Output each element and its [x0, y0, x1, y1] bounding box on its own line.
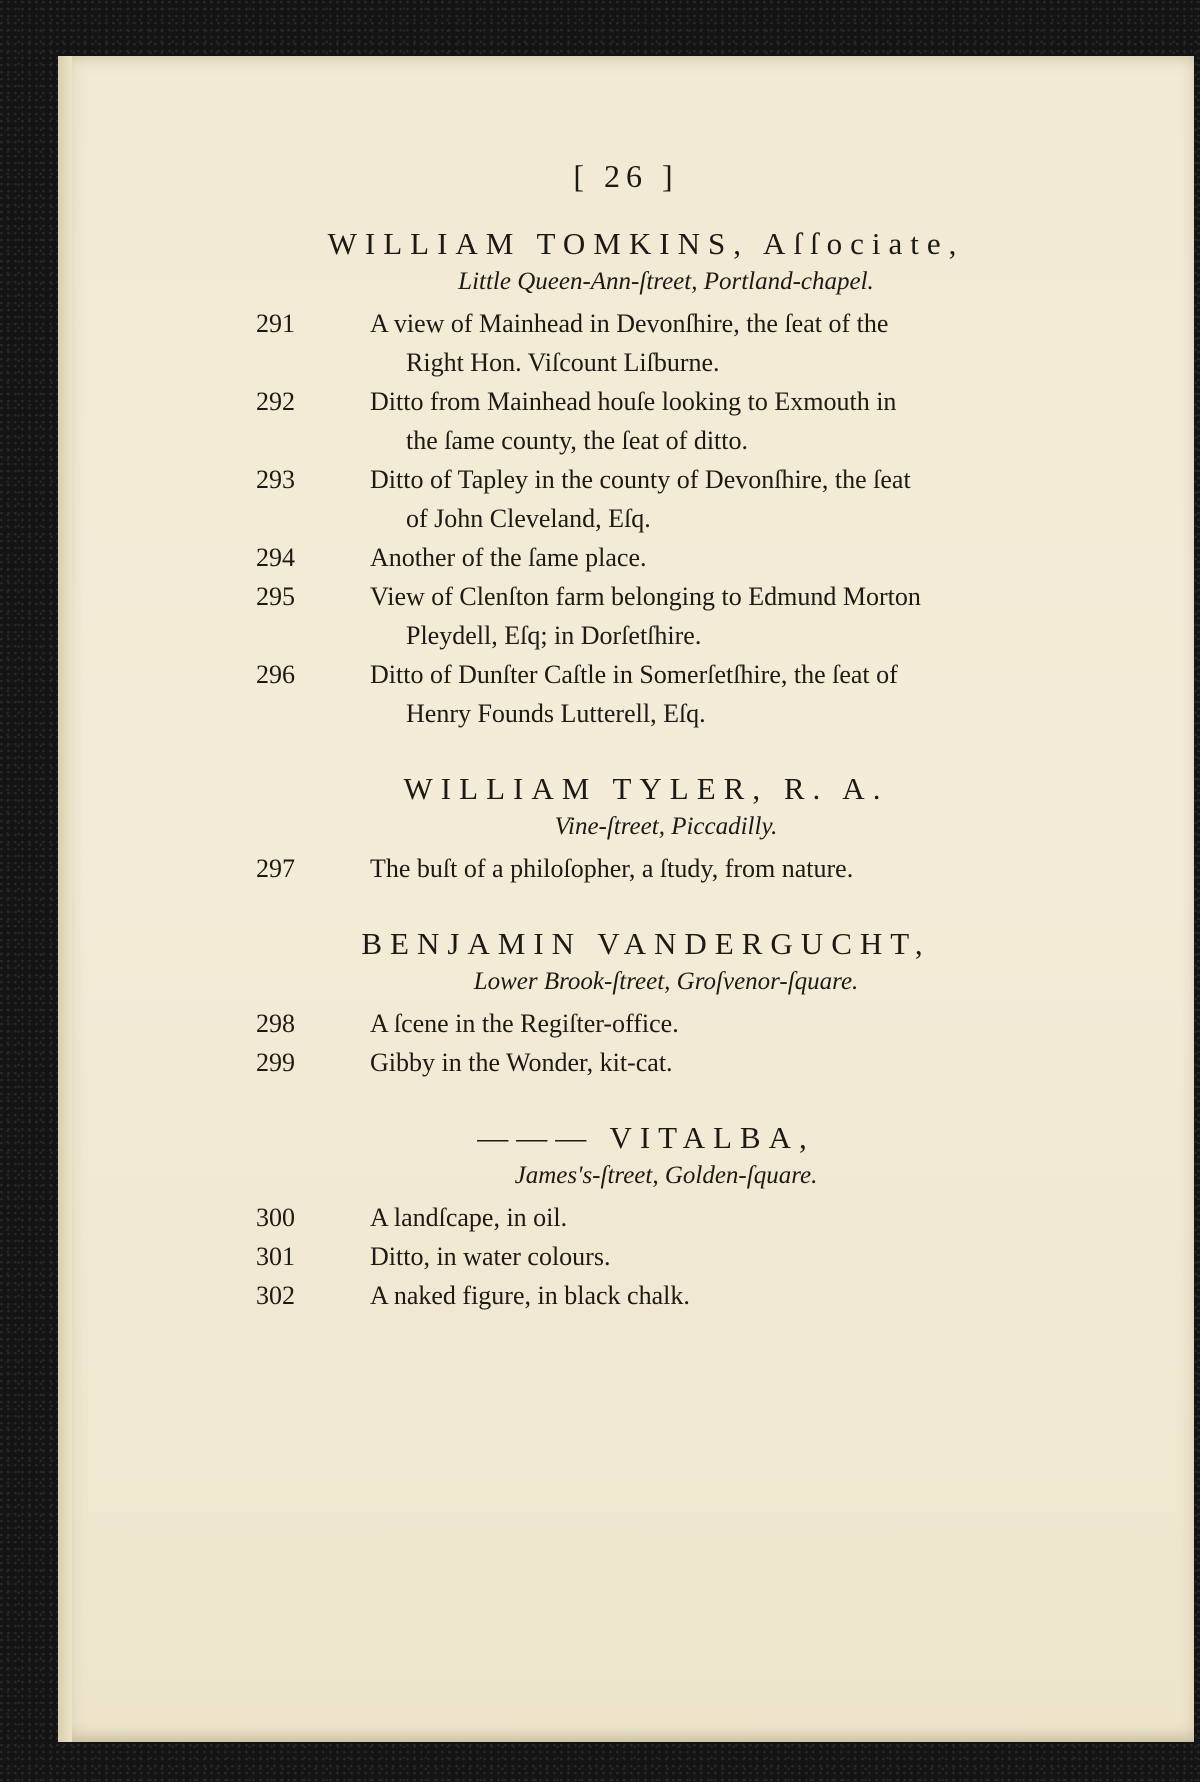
entry-text: A naked figure, in black chalk. [370, 1281, 690, 1310]
artist-name: BENJAMIN VANDERGUCHT, [361, 926, 931, 961]
entry-text: Ditto of Tapley in the county of Devonſhire, the ſeat [370, 465, 911, 494]
entry-text: The buſt of a philoſopher, a ſtudy, from nature. [370, 854, 854, 883]
artist-section [58, 924, 1194, 1082]
artist-address: James's-ſtreet, Golden-ſquare. [514, 1162, 818, 1189]
catalogue-entry [58, 1198, 1194, 1237]
entry-text-continued: Right Hon. Viſcount Liſburne. [406, 348, 720, 377]
catalogue-entry [58, 382, 1194, 460]
entry-number: 301 [256, 1242, 295, 1271]
entry-text: A landſcape, in oil. [370, 1203, 568, 1232]
catalogue-entry [58, 577, 1194, 655]
entry-number: 295 [256, 582, 295, 611]
catalogue-entry [58, 460, 1194, 538]
catalogue-content [58, 224, 1194, 1329]
artist-section [58, 1118, 1194, 1315]
entry-text: View of Clenſton farm belonging to Edmund Morton [370, 582, 921, 611]
entry-text: Another of the ſame place. [370, 543, 647, 572]
artist-address: Little Queen-Ann-ſtreet, Portland-chapel. [458, 268, 874, 295]
entry-text: A view of Mainhead in Devonſhire, the ſeat of the [370, 309, 889, 338]
entry-number: 302 [256, 1281, 295, 1310]
entry-text: Ditto from Mainhead houſe looking to Exmouth in [370, 387, 897, 416]
catalogue-entry [58, 655, 1194, 733]
catalogue-entry [58, 1276, 1194, 1315]
artist-address: Lower Brook-ſtreet, Groſvenor-ſquare. [473, 968, 859, 995]
entry-text-continued: the ſame county, the ſeat of ditto. [406, 426, 748, 455]
entry-number: 294 [256, 543, 295, 572]
entry-number: 299 [256, 1048, 295, 1077]
entry-number: 292 [256, 387, 295, 416]
catalogue-entry [58, 849, 1194, 888]
entry-number: 300 [256, 1203, 295, 1232]
artist-name: WILLIAM TOMKINS, Aſſociate, [327, 226, 965, 261]
artist-name: ——— VITALBA, [477, 1120, 815, 1155]
entry-number: 297 [256, 854, 295, 883]
catalogue-entry [58, 538, 1194, 577]
section-spacer [58, 902, 1194, 924]
artist-section [58, 769, 1194, 888]
catalogue-entry [58, 304, 1194, 382]
section-spacer [58, 747, 1194, 769]
entry-text: Ditto of Dunſter Caſtle in Somerſetſhire, the ſeat of [370, 660, 898, 689]
entry-text-continued: Pleydell, Eſq; in Dorſetſhire. [406, 621, 702, 650]
catalogue-entry [58, 1237, 1194, 1276]
entry-text: A ſcene in the Regiſter-office. [370, 1009, 679, 1038]
section-spacer [58, 1096, 1194, 1118]
artist-name: WILLIAM TYLER, R. A. [403, 771, 889, 806]
page-number: [ 26 ] [573, 158, 679, 194]
book-page [58, 56, 1194, 1742]
entry-text-continued: of John Cleveland, Eſq. [406, 504, 651, 533]
entry-text: Gibby in the Wonder, kit-cat. [370, 1048, 673, 1077]
entry-number: 291 [256, 309, 295, 338]
catalogue-entry [58, 1043, 1194, 1082]
entry-number: 296 [256, 660, 295, 689]
entry-number: 298 [256, 1009, 295, 1038]
artist-section [58, 224, 1194, 733]
entry-text: Ditto, in water colours. [370, 1242, 611, 1271]
artist-address: Vine-ſtreet, Piccadilly. [554, 813, 778, 840]
entry-number: 293 [256, 465, 295, 494]
catalogue-entry [58, 1004, 1194, 1043]
entry-text-continued: Henry Founds Lutterell, Eſq. [406, 699, 706, 728]
